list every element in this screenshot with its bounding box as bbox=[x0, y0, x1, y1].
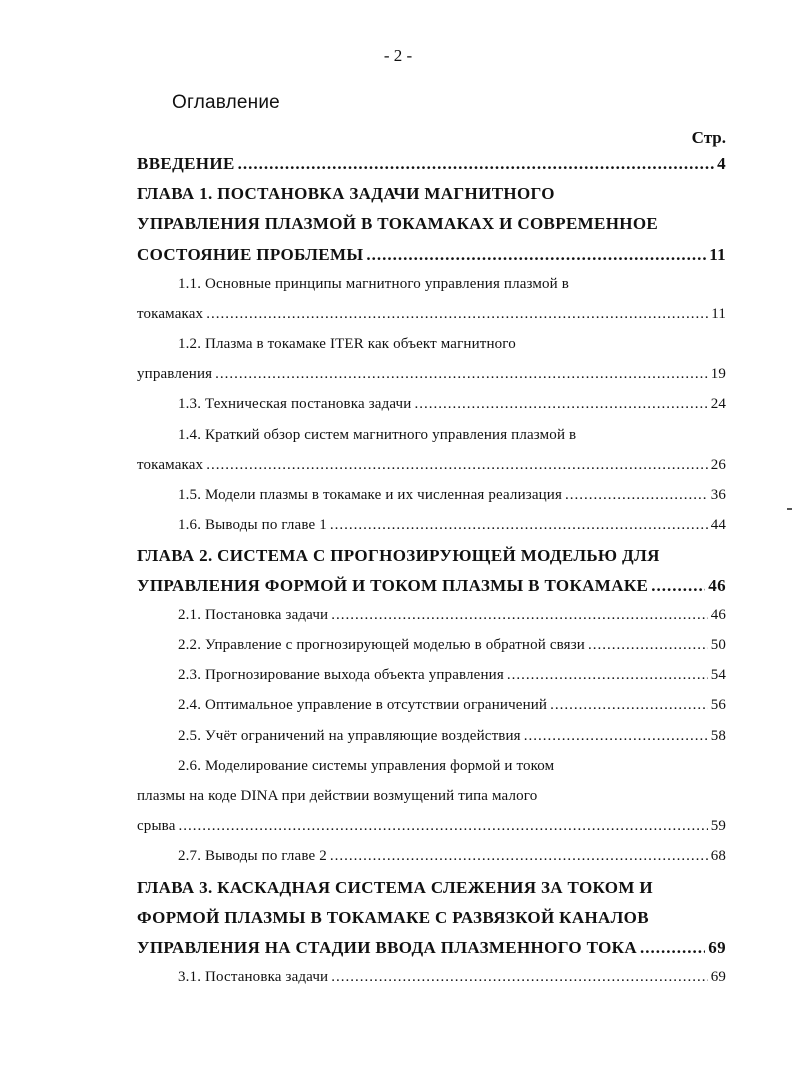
dot-leader bbox=[330, 517, 708, 534]
entry-title: ВВЕДЕНИЕ bbox=[137, 154, 235, 173]
dot-leader bbox=[651, 576, 705, 596]
entry-page: 50 bbox=[710, 637, 726, 653]
chapter-3-title-line-3: УПРАВЛЕНИЯ НА СТАДИИ ВВОДА ПЛАЗМЕННОГО ТОКА ..... 69 bbox=[137, 938, 726, 962]
toc-title: Оглавление bbox=[172, 92, 280, 113]
section-2-6-line-3: срыва ..... 59 bbox=[137, 818, 726, 842]
page-column-label: Стр. bbox=[691, 128, 726, 147]
section-2-1: 2.1. Постановка задачи ..... 46 bbox=[178, 607, 726, 631]
chapter-1-title-line-3: СОСТОЯНИЕ ПРОБЛЕМЫ ..... 11 bbox=[137, 245, 726, 269]
scan-mark bbox=[787, 508, 792, 510]
entry-page: 26 bbox=[710, 457, 726, 473]
entry-page: 11 bbox=[709, 245, 726, 264]
dot-leader bbox=[331, 607, 707, 624]
section-1-4-line-1: 1.4. Краткий обзор систем магнитного управления плазмой в bbox=[178, 427, 577, 443]
dot-leader bbox=[330, 848, 708, 865]
dot-leader bbox=[215, 366, 708, 383]
dot-leader bbox=[331, 969, 707, 986]
entry-page: 54 bbox=[710, 667, 726, 683]
chapter-2-title-line-1: ГЛАВА 2. СИСТЕМА С ПРОГНОЗИРУЮЩЕЙ МОДЕЛЬЮ ДЛЯ bbox=[137, 546, 660, 565]
dot-leader bbox=[524, 728, 708, 745]
entry-page: 59 bbox=[710, 818, 726, 834]
section-1-3: 1.3. Техническая постановка задачи ..... 24 bbox=[178, 396, 726, 420]
entry-page: 56 bbox=[710, 697, 726, 713]
section-1-2-line-2: управления ..... 19 bbox=[137, 366, 726, 390]
section-1-1-line-2: токамаках ..... 11 bbox=[137, 306, 726, 330]
toc-entry-intro bbox=[137, 154, 726, 178]
section-3-1: 3.1. Постановка задачи ..... 69 bbox=[178, 969, 726, 993]
dot-leader bbox=[588, 637, 708, 654]
chapter-1-title-line-2: УПРАВЛЕНИЯ ПЛАЗМОЙ В ТОКАМАКАХ И СОВРЕМЕННОЕ bbox=[137, 214, 659, 233]
dot-leader bbox=[206, 457, 707, 474]
chapter-3-title-line-2: ФОРМОЙ ПЛАЗМЫ В ТОКАМАКЕ С РАЗВЯЗКОЙ КАНАЛОВ bbox=[137, 908, 649, 927]
entry-page: 11 bbox=[711, 306, 726, 322]
dot-leader bbox=[206, 306, 708, 323]
dot-leader bbox=[238, 154, 715, 174]
section-2-4: 2.4. Оптимальное управление в отсутствии ограничений ..... 56 bbox=[178, 697, 726, 721]
dot-leader bbox=[507, 667, 708, 684]
entry-page: 58 bbox=[710, 728, 726, 744]
section-1-4-line-2: токамаках ..... 26 bbox=[137, 457, 726, 481]
entry-page: 46 bbox=[708, 576, 726, 595]
entry-page: 68 bbox=[710, 848, 726, 864]
section-1-1-line-1: 1.1. Основные принципы магнитного управления плазмой в bbox=[178, 276, 569, 292]
section-2-3: 2.3. Прогнозирование выхода объекта управления ..... 54 bbox=[178, 667, 726, 691]
section-2-6-line-2: плазмы на коде DINA при действии возмущений типа малого bbox=[137, 788, 538, 804]
entry-page: 46 bbox=[710, 607, 726, 623]
section-2-6-line-1: 2.6. Моделирование системы управления формой и током bbox=[178, 758, 555, 774]
dot-leader bbox=[366, 245, 706, 265]
entry-page: 19 bbox=[710, 366, 726, 382]
section-1-5: 1.5. Модели плазмы в токамаке и их численная реализация ..... 36 bbox=[178, 487, 726, 511]
dot-leader bbox=[565, 487, 708, 504]
entry-page: 69 bbox=[708, 938, 726, 957]
entry-page: 69 bbox=[710, 969, 726, 985]
dot-leader bbox=[414, 396, 707, 413]
section-2-2: 2.2. Управление с прогнозирующей моделью в обратной связи ..... 50 bbox=[178, 637, 726, 661]
chapter-2-title-line-2: УПРАВЛЕНИЯ ФОРМОЙ И ТОКОМ ПЛАЗМЫ В ТОКАМАКЕ ..... 46 bbox=[137, 576, 726, 600]
entry-page: 44 bbox=[710, 517, 726, 533]
entry-page: 4 bbox=[717, 154, 726, 173]
dot-leader bbox=[179, 818, 708, 835]
dot-leader bbox=[640, 938, 705, 958]
chapter-1-title-line-1: ГЛАВА 1. ПОСТАНОВКА ЗАДАЧИ МАГНИТНОГО bbox=[137, 184, 555, 203]
entry-page: 36 bbox=[710, 487, 726, 503]
section-2-7: 2.7. Выводы по главе 2 ..... 68 bbox=[178, 848, 726, 872]
page-number: - 2 - bbox=[383, 46, 413, 65]
section-2-5: 2.5. Учёт ограничений на управляющие воздействия ..... 58 bbox=[178, 728, 726, 752]
dot-leader bbox=[550, 697, 708, 714]
section-1-2-line-1: 1.2. Плазма в токамаке ITER как объект магнитного bbox=[178, 336, 516, 352]
chapter-3-title-line-1: ГЛАВА 3. КАСКАДНАЯ СИСТЕМА СЛЕЖЕНИЯ ЗА ТОКОМ И bbox=[137, 878, 653, 897]
entry-page: 24 bbox=[710, 396, 726, 412]
section-1-6: 1.6. Выводы по главе 1 ..... 44 bbox=[178, 517, 726, 541]
